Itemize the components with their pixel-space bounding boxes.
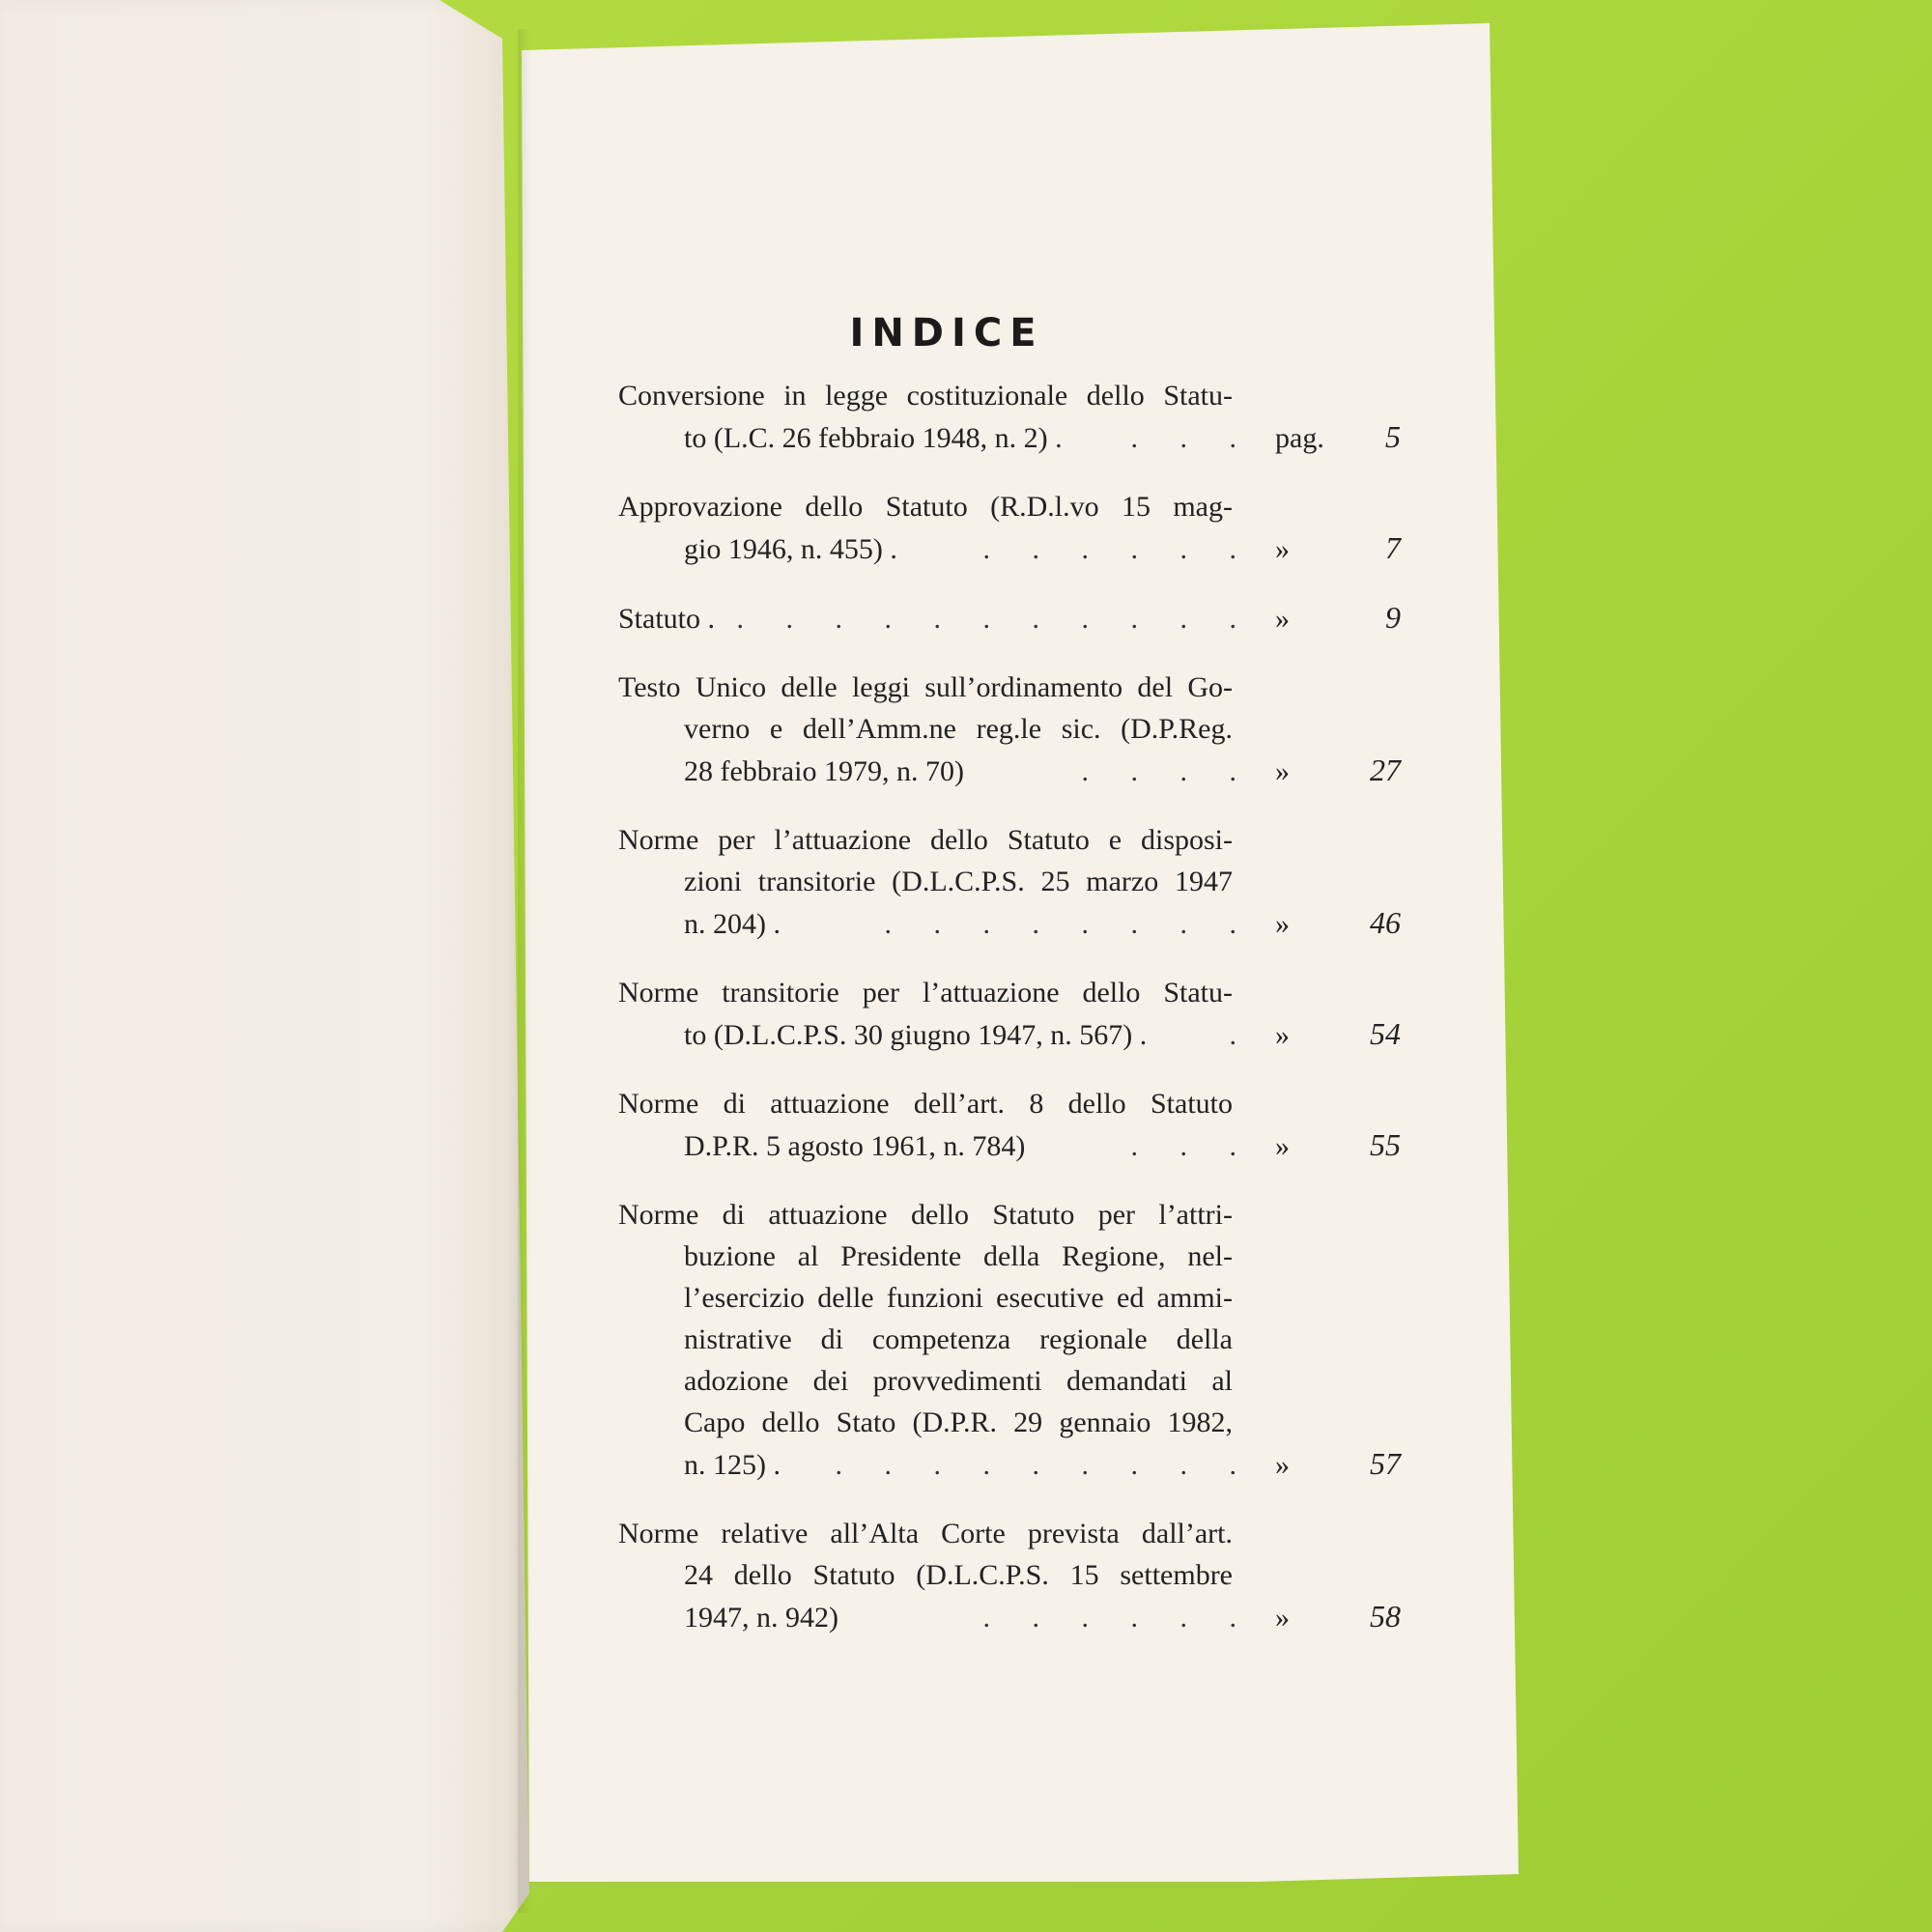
toc-last-line bbox=[618, 750, 1401, 792]
toc-line: Conversione in legge costituzionale dello Statu- bbox=[618, 380, 1233, 412]
toc-entry bbox=[618, 597, 1401, 639]
page-label: » bbox=[1275, 533, 1290, 565]
toc-line: Norme transitorie per l’attuazione dello Statu- bbox=[618, 977, 1233, 1009]
page-label: pag. bbox=[1275, 422, 1324, 454]
toc-entry bbox=[618, 1083, 1401, 1167]
dot-leader: . . . . . . . . bbox=[884, 908, 1254, 940]
page-number: 58 bbox=[1370, 1599, 1401, 1634]
dot-leader: . . . . . . . . . bbox=[835, 1449, 1254, 1481]
page-number: 55 bbox=[1370, 1127, 1401, 1162]
toc-line: Norme relative all’Alta Corte prevista dall’art. bbox=[618, 1518, 1233, 1549]
page-label: » bbox=[1275, 603, 1290, 635]
toc-line: verno e dell’Amm.ne reg.le sic. (D.P.Reg. bbox=[684, 713, 1233, 745]
toc-line: adozione dei provvedimenti demandati al bbox=[684, 1365, 1233, 1397]
toc-entry bbox=[618, 972, 1401, 1056]
toc-line: Norme per l’attuazione dello Statuto e disposi- bbox=[618, 824, 1233, 856]
page-number: 57 bbox=[1370, 1446, 1401, 1481]
toc-line: D.P.R. 5 agosto 1961, n. 784) bbox=[684, 1130, 1026, 1162]
dot-leader: . . . bbox=[1130, 1130, 1254, 1162]
toc-line: zioni transitorie (D.L.C.P.S. 25 marzo 1947 bbox=[684, 866, 1233, 897]
page-label: » bbox=[1275, 1019, 1290, 1051]
toc-entry bbox=[618, 1194, 1401, 1486]
toc-line: to (L.C. 26 febbraio 1948, n. 2) . bbox=[684, 422, 1063, 454]
dot-leader: . . . . . . bbox=[982, 1602, 1254, 1634]
page-number: 9 bbox=[1385, 600, 1401, 635]
page-label: » bbox=[1275, 1449, 1290, 1481]
left-blank-page bbox=[0, 0, 529, 1932]
toc-line: n. 204) . bbox=[684, 908, 781, 940]
toc-line: nistrative di competenza regionale della bbox=[684, 1323, 1233, 1355]
toc-last-line bbox=[618, 416, 1401, 459]
toc-line: to (D.L.C.P.S. 30 giugno 1947, n. 567) . bbox=[684, 1019, 1148, 1051]
toc-line: Norme di attuazione dello Statuto per l’attri- bbox=[618, 1199, 1233, 1231]
dot-leader: . . . . . . . . . . . bbox=[736, 603, 1254, 635]
toc-line: n. 125) . bbox=[684, 1449, 781, 1481]
toc-last-line bbox=[618, 1124, 1401, 1167]
page-label: » bbox=[1275, 755, 1290, 787]
table-of-contents bbox=[618, 375, 1401, 1665]
toc-last-line bbox=[618, 902, 1401, 945]
dot-leader: . bbox=[1229, 1019, 1254, 1051]
toc-entry bbox=[618, 819, 1401, 945]
toc-line: Approvazione dello Statuto (R.D.l.vo 15 mag- bbox=[618, 491, 1233, 523]
toc-last-line bbox=[618, 597, 1401, 639]
page-number: 46 bbox=[1370, 905, 1401, 940]
page-label: » bbox=[1275, 1130, 1290, 1162]
toc-entry bbox=[618, 1513, 1401, 1638]
page-number: 27 bbox=[1370, 753, 1401, 787]
toc-line: buzione al Presidente della Regione, nel- bbox=[684, 1240, 1233, 1272]
page-label: » bbox=[1275, 908, 1290, 940]
toc-last-line bbox=[618, 1596, 1401, 1638]
dot-leader: . . . . . . bbox=[982, 533, 1254, 565]
page-label: » bbox=[1275, 1602, 1290, 1634]
toc-entry bbox=[618, 486, 1401, 570]
page-number: 7 bbox=[1385, 530, 1401, 565]
page-number: 5 bbox=[1385, 419, 1401, 454]
toc-line: Statuto . bbox=[618, 603, 716, 635]
toc-entry bbox=[618, 667, 1401, 792]
toc-line: 1947, n. 942) bbox=[684, 1602, 838, 1634]
dot-leader: . . . bbox=[1130, 422, 1254, 454]
page-number: 54 bbox=[1370, 1016, 1401, 1051]
toc-last-line bbox=[618, 527, 1401, 570]
toc-line: 24 dello Statuto (D.L.C.P.S. 15 settembre bbox=[684, 1559, 1233, 1591]
toc-line: Norme di attuazione dell’art. 8 dello Statuto bbox=[618, 1088, 1233, 1120]
dot-leader: . . . . bbox=[1081, 755, 1254, 787]
toc-last-line bbox=[618, 1013, 1401, 1056]
toc-last-line bbox=[618, 1443, 1401, 1486]
toc-line: l’esercizio delle funzioni esecutive ed ammi- bbox=[684, 1282, 1233, 1314]
toc-entry bbox=[618, 375, 1401, 459]
page-title: INDICE bbox=[849, 310, 1044, 355]
toc-line: Testo Unico delle leggi sull’ordinamento del Go- bbox=[618, 671, 1233, 703]
toc-line: 28 febbraio 1979, n. 70) bbox=[684, 755, 964, 787]
toc-line: gio 1946, n. 455) . bbox=[684, 533, 897, 565]
toc-line: Capo dello Stato (D.P.R. 29 gennaio 1982, bbox=[684, 1406, 1233, 1438]
